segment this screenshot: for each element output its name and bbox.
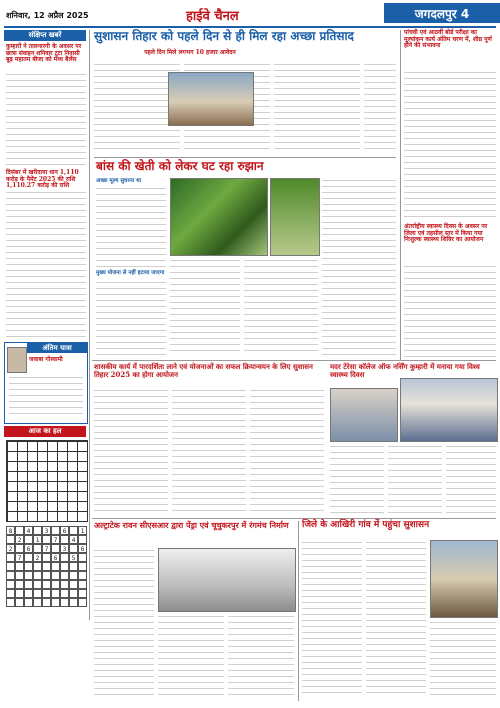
bamboo-photo-2 [270, 178, 320, 256]
bottom-left-col2 [158, 614, 224, 698]
right-headline-1: पांचवी एवं आठवीं बोर्ड परीक्षा का मूल्यांकन कार्य अंतिम चरण में, शीघ्र पूर्ण होने की संभावना [404, 29, 492, 50]
sudoku-cell: 7 [42, 544, 51, 553]
lead-headline: सुशासन तिहार को पहले दिन से ही मिल रहा अच्छा प्रतिसाद [94, 29, 354, 43]
bottom-left-col3 [228, 614, 294, 698]
sudoku-cell [51, 544, 60, 553]
sudoku-cell [6, 580, 15, 589]
sudoku-cell [51, 598, 60, 607]
bottom-left-headline: अल्ट्राटेक रावन सीएसआर द्वारा पेंड्रा एवं चूचुकरपुर में रंगमंच निर्माण [94, 520, 289, 530]
sudoku-cell: 6 [78, 544, 87, 553]
sudoku-cell [6, 598, 15, 607]
bamboo-body-col2 [170, 258, 240, 356]
bottom-right-headline: जिले के आखिरी गांव में पहुंचा सुशासन [302, 520, 430, 530]
mid-right-photo-top [400, 378, 498, 442]
sudoku-cell [15, 580, 24, 589]
puzzle-tag: आज का हल [4, 426, 86, 437]
sudoku-cell: 1 [33, 535, 42, 544]
mid-right-col1 [330, 444, 384, 516]
mid-left-col3 [250, 388, 324, 516]
sudoku-cell [42, 562, 51, 571]
sudoku-cell [51, 562, 60, 571]
sudoku-cell [15, 544, 24, 553]
mid-left-col1 [94, 388, 168, 516]
sudoku-cell [42, 598, 51, 607]
sudoku-cell: 6 [60, 526, 69, 535]
sudoku-cell [69, 598, 78, 607]
sudoku-cell [60, 553, 69, 562]
sudoku-cell [33, 544, 42, 553]
mid-left-headline: शासकीय कार्य में पारदर्शिता लाने एवं योजनाओं का सफल क्रियान्वयन के लिए सुशासन तिहार 2025 का होगा आयोजन [94, 362, 313, 379]
mid-right-headline: मदर टेरेसा कॉलेज ऑफ नर्सिंग कुम्हारी में मनाया गया विश्व स्वास्थ्य दिवस [330, 362, 480, 379]
sudoku-cell [51, 526, 60, 535]
sudoku-cell [60, 598, 69, 607]
sudoku-cell [33, 598, 42, 607]
bamboo-body-col1b [96, 280, 166, 356]
sudoku-cell: 5 [69, 553, 78, 562]
column-divider-bottom [298, 521, 299, 701]
sudoku-cell [78, 562, 87, 571]
sudoku-cell [33, 580, 42, 589]
bottom-right-col3 [430, 620, 496, 698]
sudoku-cell [78, 553, 87, 562]
sudoku-cell [6, 553, 15, 562]
obituary-name: जवाबा गोस्वामी [29, 356, 63, 363]
sudoku-cell [51, 571, 60, 580]
mid-left-col2 [172, 388, 246, 516]
sudoku-cell [24, 571, 33, 580]
sudoku-cell [60, 571, 69, 580]
sudoku-cell [69, 571, 78, 580]
obituary-photo [7, 347, 27, 373]
sudoku-cell [33, 526, 42, 535]
sudoku-cell [78, 535, 87, 544]
sudoku-cell [42, 589, 51, 598]
section-divider [94, 157, 396, 158]
obituary-tag: अंतिम यात्रा [27, 343, 87, 353]
sudoku-cell [42, 553, 51, 562]
sudoku-cell: 6 [24, 544, 33, 553]
sudoku-cell [24, 562, 33, 571]
section-divider-2 [92, 360, 496, 361]
sudoku-cell [78, 571, 87, 580]
bamboo-headline: बांस की खेती को लेकर घट रहा रुझान [96, 159, 264, 173]
sudoku-cell [33, 562, 42, 571]
bottom-left-col1 [94, 548, 154, 698]
right-body-1 [404, 70, 496, 220]
sudoku-cell: 7 [15, 553, 24, 562]
lead-body-col4 [364, 62, 396, 154]
sudoku-cell: 3 [42, 526, 51, 535]
section-divider-3 [92, 518, 496, 519]
sudoku-cell [6, 571, 15, 580]
sudoku-cell: 4 [24, 526, 33, 535]
crossword-grid [6, 440, 88, 522]
sudoku-cell: 3 [60, 544, 69, 553]
sudoku-cell: 8 [6, 526, 15, 535]
sudoku-cell: 2 [15, 535, 24, 544]
city-page-tag: जगदलपुर 4 [384, 3, 500, 23]
sudoku-cell [33, 571, 42, 580]
sudoku-grid [6, 526, 90, 610]
bamboo-body-col4 [322, 178, 396, 356]
sudoku-cell [78, 580, 87, 589]
sudoku-cell [69, 580, 78, 589]
bamboo-body-col1 [96, 186, 166, 268]
bamboo-photo-1 [170, 178, 268, 256]
mid-right-col3 [446, 444, 496, 516]
sudoku-cell [6, 589, 15, 598]
sudoku-cell: 4 [69, 535, 78, 544]
sudoku-cell [60, 589, 69, 598]
sudoku-cell [15, 562, 24, 571]
sudoku-cell [69, 589, 78, 598]
sidebar-news-body-2 [6, 190, 86, 340]
sudoku-cell [60, 535, 69, 544]
bottom-right-col2 [366, 540, 426, 698]
sidebar-news-title-2: दिसंबर में खरीदाया धान 1,110 करोड़ के पैमेंट 2025 की राशि 1,110.27 करोड़ की राशि [6, 169, 79, 190]
bamboo-body-col3 [244, 258, 318, 356]
sudoku-cell [51, 580, 60, 589]
sudoku-cell: 1 [78, 526, 87, 535]
sidebar-news-body-1 [6, 72, 86, 168]
sudoku-cell: 2 [6, 544, 15, 553]
sudoku-cell [15, 526, 24, 535]
sudoku-cell [42, 580, 51, 589]
sidebar-tag: संक्षिप्त खबरें [4, 30, 86, 41]
lead-subhead: पहले दिन मिले लगभग 10 हजार आवेदन [144, 49, 236, 56]
sudoku-cell: 7 [51, 535, 60, 544]
sudoku-cell: 6 [51, 553, 60, 562]
sudoku-cell [69, 526, 78, 535]
sudoku-cell [24, 535, 33, 544]
sidebar-news-title-1: कुम्हारों ने तालनारगी के अवसर पर छात्रा संवाहन शनिवार टूटा निवासी बूढ़ महातम बीजा को मध्य बैलेंस [6, 43, 82, 64]
sudoku-cell [24, 553, 33, 562]
mid-right-photo-left [330, 388, 398, 442]
sudoku-cell [6, 535, 15, 544]
sudoku-cell [69, 544, 78, 553]
sudoku-cell: 2 [33, 553, 42, 562]
sudoku-cell [24, 589, 33, 598]
sudoku-cell [6, 562, 15, 571]
sudoku-cell [60, 580, 69, 589]
sudoku-cell [51, 589, 60, 598]
sudoku-cell [24, 580, 33, 589]
sudoku-cell [78, 598, 87, 607]
column-divider-right [400, 30, 401, 360]
sudoku-cell [24, 598, 33, 607]
lead-photo [168, 72, 254, 126]
bamboo-subhead-1: अच्छा मूल्य सुधरना था [96, 178, 142, 184]
sudoku-cell [15, 571, 24, 580]
sudoku-cell [15, 598, 24, 607]
mid-right-col2 [388, 444, 442, 516]
bottom-right-photo [430, 540, 498, 618]
sudoku-cell [42, 535, 51, 544]
sudoku-cell [33, 589, 42, 598]
sudoku-cell [78, 589, 87, 598]
sudoku-cell [15, 589, 24, 598]
sudoku-cell [60, 562, 69, 571]
section-title: हाईवे चैनल [186, 9, 239, 24]
sudoku-cell [69, 562, 78, 571]
lead-body-col3 [274, 62, 360, 154]
bottom-left-photo [158, 548, 296, 612]
sudoku-cell [42, 571, 51, 580]
obituary-text [9, 375, 83, 419]
bamboo-subhead-2: मुख्य योजना से नहीं हटाया जाएगा [96, 270, 165, 276]
column-divider [89, 30, 90, 620]
header-rule [4, 26, 496, 28]
right-body-2 [404, 264, 496, 360]
right-headline-2: अंतर्राष्ट्रीय स्वास्थ्य दिवस के अवसर पर जिला एवं तहसील स्तर में किया गया निःशुल्क स्वास्थ्य शिविर का आयोजन [404, 223, 488, 244]
edition-date: शनिवार, 12 अप्रैल 2025 [6, 11, 89, 20]
obituary-box [4, 342, 88, 424]
bottom-right-col1 [302, 540, 362, 698]
